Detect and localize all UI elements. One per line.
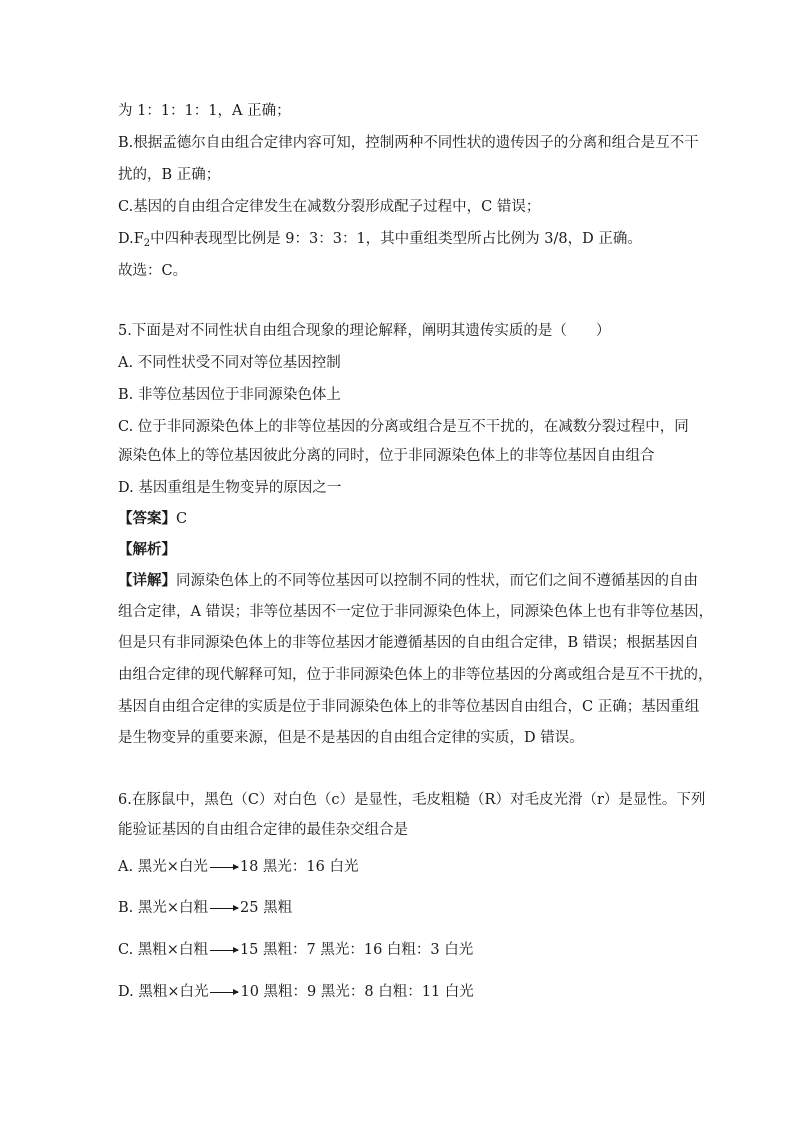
q6-stem-line1: 6.在豚鼠中，黑色（C）对白色（c）是显性，毛皮粗糙（R）对毛皮光滑（r）是显性。下列 <box>118 792 706 808</box>
arrow-icon <box>210 950 238 951</box>
q5-option-b: B. 非等位基因位于非同源染色体上 <box>118 387 341 403</box>
prev-line-b-cont: 扰的，B 正确； <box>118 167 221 183</box>
arrow-icon <box>210 992 238 993</box>
detail-label: 【详解】 <box>118 572 176 589</box>
q5-option-a: A. 不同性状受不同对等位基因控制 <box>118 355 341 371</box>
prev-line-1: 为 1：1：1：1，A 正确； <box>118 103 291 119</box>
prev-line-d: $D.F_2$中四种表现型比例是 9：3：3：1，其中重组类型所占比例为 3/8，D 正确。 <box>118 231 642 249</box>
q5-option-c-line1: C. 位于非同源染色体上的非等位基因的分离或组合是互不干扰的，在减数分裂过程中，同 <box>118 419 689 435</box>
arrow-icon <box>210 908 238 909</box>
q5-detail-line5: 基因自由组合定律的实质是位于非同源染色体上的非等位基因自由组合，C 正确；基因重组 <box>118 699 700 715</box>
prev-line-c: C.基因的自由组合定律发生在减数分裂形成配子过程中，C 错误； <box>118 199 541 215</box>
q5-detail-line4: 由组合定律的现代解释可知，位于非同源染色体上的非等位基因的分离或组合是互不干扰的， <box>118 667 713 683</box>
q6-option-b: B. 黑光×白粗 25 黑粗 <box>118 900 293 916</box>
prev-line-b: B.根据孟德尔自由组合定律内容可知，控制两种不同性状的遗传因子的分离和组合是互不干 <box>118 135 699 151</box>
q5-stem: 5.下面是对不同性状自由组合现象的理论解释，阐明其遗传实质的是（ ） <box>118 323 611 339</box>
prev-conclusion: 故选：C。 <box>118 263 188 279</box>
q5-detail-line3: 但是只有非同源染色体上的非等位基因才能遵循基因的自由组合定律，B 错误；根据基因自 <box>118 635 699 651</box>
q6-option-a: A. 黑光×白光 18 黑光：16 白光 <box>118 859 359 875</box>
q5-option-d: D. 基因重组是生物变异的原因之一 <box>118 480 342 496</box>
answer-label: 【答案】 <box>118 510 176 527</box>
answer-value: C <box>176 511 188 527</box>
q5-detail-line2: 组合定律，A 错误；非等位基因不一定位于非同源染色体上，同源染色体上也有非等位基因， <box>118 604 714 620</box>
q6-option-d: D. 黑粗×白光 10 黑粗：9 黑光：8 白粗：11 白光 <box>118 984 474 1000</box>
q5-detail-line1: 【详解】同源染色体上的不同等位基因可以控制不同的性状，而它们之间不遵循基因的自由 <box>118 572 698 589</box>
q5-option-c-line2: 源染色体上的等位基因彼此分离的同时，位于非同源染色体上的非等位基因自由组合 <box>118 448 655 464</box>
arrow-icon <box>210 867 238 868</box>
q5-answer <box>118 509 684 529</box>
q5-analysis-label: 【解析】 <box>118 541 176 558</box>
q6-stem-line2: 能验证基因的自由组合定律的最佳杂交组合是 <box>118 822 408 838</box>
q5-detail-line6: 是生物变异的重要来源，但是不是基因的自由组合定律的实质，D 错误。 <box>118 730 584 746</box>
q6-option-c: C. 黑粗×白粗 15 黑粗：7 黑光：16 白粗：3 白光 <box>118 942 474 958</box>
